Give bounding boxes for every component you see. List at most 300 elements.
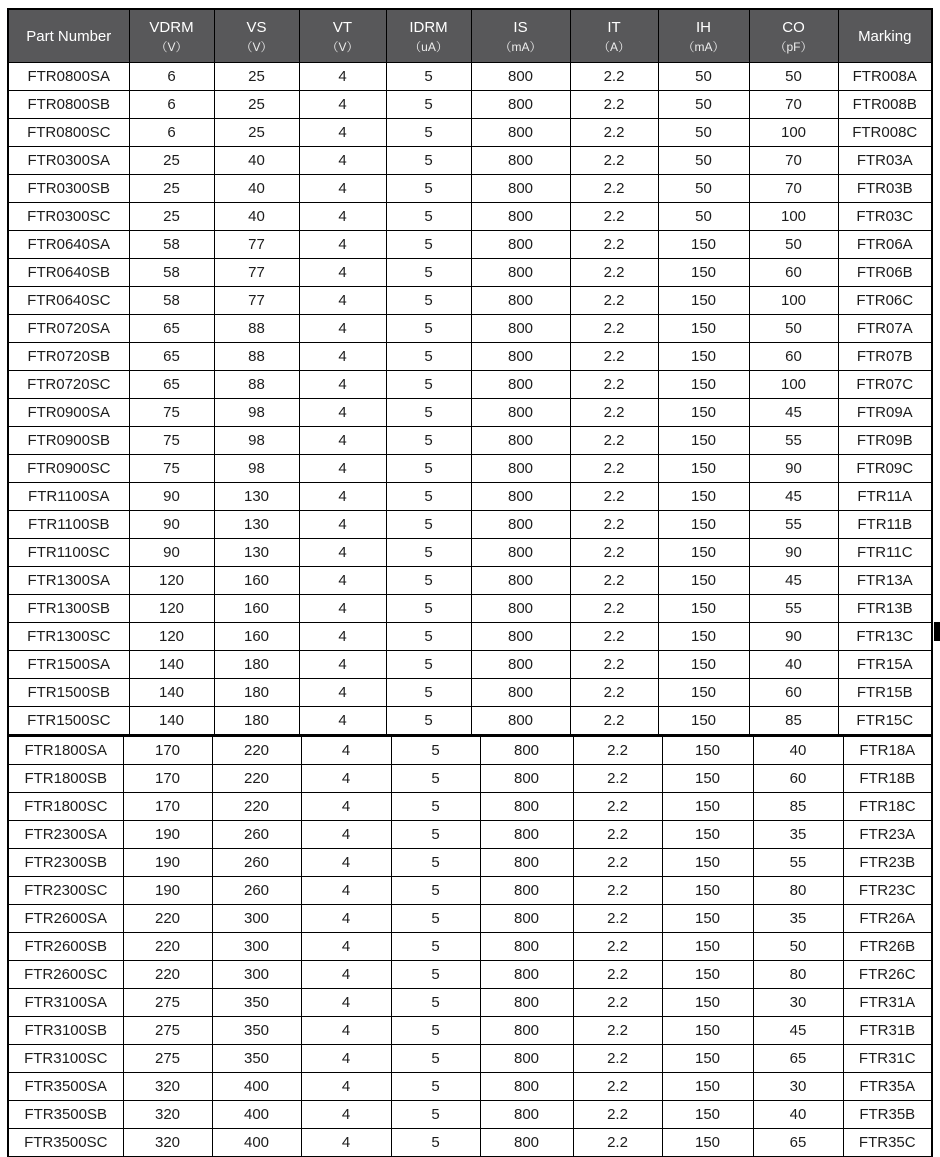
value-cell: 2.2 [573, 905, 662, 933]
table-row [8, 287, 932, 315]
value-cell: 2.2 [573, 1073, 662, 1101]
value-cell: 800 [471, 651, 570, 679]
value-cell: 130 [214, 483, 299, 511]
value-cell: 2.2 [570, 511, 658, 539]
column-unit: （V） [240, 39, 273, 54]
value-cell: 170 [123, 765, 212, 793]
value-cell: 260 [212, 877, 301, 905]
value-cell: 58 [129, 287, 214, 315]
value-cell: 150 [658, 259, 749, 287]
value-cell: 4 [299, 231, 386, 259]
value-cell: 170 [123, 793, 212, 821]
table-row [8, 623, 932, 651]
table-row [8, 315, 932, 343]
value-cell: 2.2 [570, 119, 658, 147]
value-cell: 260 [212, 821, 301, 849]
value-cell: 150 [662, 877, 753, 905]
value-cell: 2.2 [570, 679, 658, 707]
value-cell: 100 [749, 203, 838, 231]
value-cell: 88 [214, 315, 299, 343]
column-label: VDRM [149, 18, 194, 36]
value-cell: 2.2 [573, 793, 662, 821]
value-cell: 4 [301, 765, 391, 793]
value-cell: 50 [749, 315, 838, 343]
value-cell: 2.2 [570, 91, 658, 119]
value-cell: 190 [123, 821, 212, 849]
value-cell: 5 [386, 399, 471, 427]
table-row [8, 877, 932, 905]
value-cell: 5 [386, 567, 471, 595]
marking-cell: FTR31A [843, 989, 932, 1017]
value-cell: 800 [480, 736, 573, 765]
value-cell: 25 [129, 203, 214, 231]
table-row [8, 765, 932, 793]
part-number-cell: FTR3500SB [8, 1101, 123, 1129]
spec-table-sheet [7, 8, 931, 1157]
marking-cell: FTR18B [843, 765, 932, 793]
value-cell: 4 [301, 905, 391, 933]
value-cell: 5 [386, 483, 471, 511]
marking-cell: FTR31B [843, 1017, 932, 1045]
value-cell: 55 [749, 595, 838, 623]
value-cell: 50 [658, 147, 749, 175]
value-cell: 60 [753, 765, 843, 793]
value-cell: 65 [753, 1129, 843, 1157]
column-unit: （V） [326, 39, 359, 54]
part-number-cell: FTR0300SC [8, 203, 129, 231]
value-cell: 120 [129, 595, 214, 623]
marking-cell: FTR07A [838, 315, 932, 343]
value-cell: 2.2 [573, 765, 662, 793]
value-cell: 150 [658, 679, 749, 707]
value-cell: 800 [471, 343, 570, 371]
value-cell: 150 [662, 1017, 753, 1045]
value-cell: 5 [386, 203, 471, 231]
value-cell: 77 [214, 259, 299, 287]
value-cell: 2.2 [570, 455, 658, 483]
value-cell: 4 [299, 175, 386, 203]
column-label: CO [782, 18, 805, 36]
table-body-lower [8, 736, 932, 1157]
column-unit: （mA） [682, 39, 725, 54]
table-row [8, 455, 932, 483]
value-cell: 5 [386, 371, 471, 399]
value-cell: 85 [749, 707, 838, 735]
value-cell: 4 [299, 427, 386, 455]
value-cell: 4 [301, 877, 391, 905]
value-cell: 2.2 [573, 736, 662, 765]
marking-cell: FTR03B [838, 175, 932, 203]
value-cell: 150 [662, 736, 753, 765]
value-cell: 77 [214, 231, 299, 259]
part-number-cell: FTR1300SC [8, 623, 129, 651]
value-cell: 800 [480, 933, 573, 961]
value-cell: 2.2 [570, 623, 658, 651]
value-cell: 65 [129, 343, 214, 371]
table-row [8, 259, 932, 287]
table-row [8, 849, 932, 877]
value-cell: 150 [658, 315, 749, 343]
value-cell: 150 [662, 793, 753, 821]
value-cell: 800 [480, 877, 573, 905]
value-cell: 800 [480, 989, 573, 1017]
marking-cell: FTR008A [838, 63, 932, 91]
value-cell: 4 [299, 63, 386, 91]
value-cell: 800 [471, 427, 570, 455]
value-cell: 4 [299, 567, 386, 595]
value-cell: 4 [301, 736, 391, 765]
part-number-cell: FTR1500SB [8, 679, 129, 707]
value-cell: 50 [658, 175, 749, 203]
value-cell: 25 [214, 91, 299, 119]
value-cell: 4 [299, 651, 386, 679]
value-cell: 5 [391, 1045, 480, 1073]
value-cell: 4 [301, 961, 391, 989]
column-header-ih [658, 9, 749, 63]
value-cell: 2.2 [573, 1017, 662, 1045]
value-cell: 350 [212, 1017, 301, 1045]
table-row [8, 1129, 932, 1157]
value-cell: 4 [299, 399, 386, 427]
value-cell: 220 [212, 736, 301, 765]
value-cell: 5 [391, 961, 480, 989]
part-number-cell: FTR3500SA [8, 1073, 123, 1101]
value-cell: 5 [391, 793, 480, 821]
value-cell: 25 [129, 175, 214, 203]
part-number-cell: FTR1300SB [8, 595, 129, 623]
value-cell: 4 [299, 287, 386, 315]
marking-cell: FTR26C [843, 961, 932, 989]
marking-cell: FTR03C [838, 203, 932, 231]
value-cell: 50 [658, 63, 749, 91]
table-row [8, 399, 932, 427]
part-number-cell: FTR1500SC [8, 707, 129, 735]
value-cell: 6 [129, 119, 214, 147]
value-cell: 65 [753, 1045, 843, 1073]
marking-cell: FTR13A [838, 567, 932, 595]
value-cell: 4 [299, 147, 386, 175]
value-cell: 800 [480, 765, 573, 793]
value-cell: 5 [386, 427, 471, 455]
value-cell: 160 [214, 595, 299, 623]
value-cell: 5 [391, 821, 480, 849]
value-cell: 90 [749, 623, 838, 651]
value-cell: 220 [123, 933, 212, 961]
part-number-cell: FTR3500SC [8, 1129, 123, 1157]
value-cell: 5 [386, 343, 471, 371]
value-cell: 800 [471, 399, 570, 427]
value-cell: 800 [471, 595, 570, 623]
table-row [8, 651, 932, 679]
value-cell: 5 [391, 989, 480, 1017]
marking-cell: FTR31C [843, 1045, 932, 1073]
value-cell: 40 [214, 203, 299, 231]
value-cell: 40 [214, 175, 299, 203]
table-row [8, 371, 932, 399]
value-cell: 150 [658, 399, 749, 427]
table-row [8, 203, 932, 231]
value-cell: 90 [129, 511, 214, 539]
column-header-marking [838, 9, 932, 63]
value-cell: 800 [471, 679, 570, 707]
value-cell: 5 [386, 707, 471, 735]
value-cell: 260 [212, 849, 301, 877]
value-cell: 4 [299, 343, 386, 371]
value-cell: 60 [749, 343, 838, 371]
value-cell: 80 [753, 877, 843, 905]
value-cell: 2.2 [570, 651, 658, 679]
marking-cell: FTR09B [838, 427, 932, 455]
marking-cell: FTR03A [838, 147, 932, 175]
value-cell: 800 [471, 259, 570, 287]
column-label: Part Number [26, 27, 112, 45]
value-cell: 2.2 [573, 933, 662, 961]
value-cell: 90 [749, 455, 838, 483]
value-cell: 5 [386, 651, 471, 679]
value-cell: 98 [214, 399, 299, 427]
value-cell: 190 [123, 877, 212, 905]
part-number-cell: FTR1100SB [8, 511, 129, 539]
marking-cell: FTR11B [838, 511, 932, 539]
value-cell: 2.2 [570, 399, 658, 427]
spec-table-lower [7, 735, 933, 1157]
value-cell: 65 [129, 315, 214, 343]
value-cell: 4 [299, 707, 386, 735]
part-number-cell: FTR0640SA [8, 231, 129, 259]
value-cell: 170 [123, 736, 212, 765]
value-cell: 5 [386, 595, 471, 623]
value-cell: 150 [658, 623, 749, 651]
value-cell: 75 [129, 455, 214, 483]
value-cell: 150 [662, 905, 753, 933]
table-row [8, 567, 932, 595]
column-header-it [570, 9, 658, 63]
part-number-cell: FTR1300SA [8, 567, 129, 595]
value-cell: 4 [301, 1017, 391, 1045]
value-cell: 800 [480, 1017, 573, 1045]
marking-cell: FTR13C [838, 623, 932, 651]
value-cell: 2.2 [570, 343, 658, 371]
value-cell: 2.2 [570, 483, 658, 511]
table-row [8, 1045, 932, 1073]
part-number-cell: FTR0800SB [8, 91, 129, 119]
value-cell: 4 [299, 511, 386, 539]
marking-cell: FTR18A [843, 736, 932, 765]
marking-cell: FTR18C [843, 793, 932, 821]
value-cell: 70 [749, 91, 838, 119]
part-number-cell: FTR0900SA [8, 399, 129, 427]
value-cell: 180 [214, 651, 299, 679]
value-cell: 300 [212, 961, 301, 989]
value-cell: 5 [386, 539, 471, 567]
table-row [8, 1017, 932, 1045]
value-cell: 800 [480, 849, 573, 877]
value-cell: 800 [471, 63, 570, 91]
value-cell: 100 [749, 287, 838, 315]
value-cell: 4 [299, 371, 386, 399]
value-cell: 150 [658, 231, 749, 259]
value-cell: 5 [386, 455, 471, 483]
marking-cell: FTR35B [843, 1101, 932, 1129]
value-cell: 5 [391, 849, 480, 877]
marking-cell: FTR15B [838, 679, 932, 707]
value-cell: 4 [299, 259, 386, 287]
part-number-cell: FTR2300SB [8, 849, 123, 877]
value-cell: 800 [480, 1073, 573, 1101]
part-number-cell: FTR1800SA [8, 736, 123, 765]
marking-cell: FTR23C [843, 877, 932, 905]
value-cell: 5 [386, 91, 471, 119]
value-cell: 800 [480, 905, 573, 933]
value-cell: 50 [658, 91, 749, 119]
value-cell: 150 [662, 1073, 753, 1101]
value-cell: 50 [749, 63, 838, 91]
part-number-cell: FTR1100SC [8, 539, 129, 567]
table-row [8, 231, 932, 259]
value-cell: 2.2 [570, 371, 658, 399]
value-cell: 30 [753, 989, 843, 1017]
value-cell: 4 [299, 595, 386, 623]
value-cell: 58 [129, 259, 214, 287]
value-cell: 4 [301, 933, 391, 961]
marking-cell: FTR11C [838, 539, 932, 567]
column-label: Marking [858, 27, 912, 45]
part-number-cell: FTR1800SC [8, 793, 123, 821]
value-cell: 2.2 [573, 989, 662, 1017]
value-cell: 180 [214, 679, 299, 707]
value-cell: 50 [753, 933, 843, 961]
part-number-cell: FTR0800SC [8, 119, 129, 147]
part-number-cell: FTR0800SA [8, 63, 129, 91]
value-cell: 800 [471, 119, 570, 147]
column-header-part-number [8, 9, 129, 63]
value-cell: 77 [214, 287, 299, 315]
value-cell: 55 [749, 511, 838, 539]
column-unit: （pF） [774, 39, 813, 54]
value-cell: 2.2 [570, 259, 658, 287]
value-cell: 4 [301, 793, 391, 821]
value-cell: 2.2 [573, 849, 662, 877]
table-row [8, 933, 932, 961]
value-cell: 140 [129, 707, 214, 735]
marking-cell: FTR26B [843, 933, 932, 961]
value-cell: 50 [749, 231, 838, 259]
value-cell: 4 [299, 455, 386, 483]
column-label: IDRM [409, 18, 448, 36]
value-cell: 2.2 [570, 567, 658, 595]
part-number-cell: FTR3100SC [8, 1045, 123, 1073]
part-number-cell: FTR0720SC [8, 371, 129, 399]
table-row [8, 91, 932, 119]
value-cell: 150 [662, 989, 753, 1017]
value-cell: 150 [658, 511, 749, 539]
marking-cell: FTR06A [838, 231, 932, 259]
value-cell: 5 [391, 1129, 480, 1157]
value-cell: 150 [658, 287, 749, 315]
value-cell: 800 [471, 147, 570, 175]
part-number-cell: FTR1800SB [8, 765, 123, 793]
column-header-vt [299, 9, 386, 63]
value-cell: 300 [212, 905, 301, 933]
value-cell: 800 [471, 231, 570, 259]
value-cell: 25 [214, 119, 299, 147]
value-cell: 120 [129, 567, 214, 595]
value-cell: 5 [386, 231, 471, 259]
value-cell: 2.2 [570, 287, 658, 315]
value-cell: 150 [658, 567, 749, 595]
value-cell: 4 [299, 623, 386, 651]
column-header-co [749, 9, 838, 63]
value-cell: 35 [753, 821, 843, 849]
value-cell: 4 [301, 1101, 391, 1129]
column-unit: （uA） [409, 39, 448, 54]
column-label: VS [246, 18, 267, 36]
marking-cell: FTR11A [838, 483, 932, 511]
marking-cell: FTR35A [843, 1073, 932, 1101]
table-row [8, 707, 932, 735]
value-cell: 30 [753, 1073, 843, 1101]
value-cell: 150 [658, 427, 749, 455]
value-cell: 120 [129, 623, 214, 651]
marking-cell: FTR35C [843, 1129, 932, 1157]
value-cell: 150 [658, 343, 749, 371]
value-cell: 150 [658, 539, 749, 567]
part-number-cell: FTR0900SB [8, 427, 129, 455]
marking-cell: FTR09C [838, 455, 932, 483]
value-cell: 4 [299, 539, 386, 567]
value-cell: 2.2 [573, 961, 662, 989]
value-cell: 2.2 [570, 595, 658, 623]
value-cell: 800 [480, 1129, 573, 1157]
value-cell: 130 [214, 511, 299, 539]
value-cell: 50 [658, 119, 749, 147]
value-cell: 88 [214, 371, 299, 399]
table-row [8, 1101, 932, 1129]
value-cell: 4 [299, 483, 386, 511]
value-cell: 150 [662, 933, 753, 961]
value-cell: 150 [662, 961, 753, 989]
part-number-cell: FTR0640SB [8, 259, 129, 287]
part-number-cell: FTR0900SC [8, 455, 129, 483]
value-cell: 5 [386, 287, 471, 315]
value-cell: 5 [391, 1017, 480, 1045]
part-number-cell: FTR3100SA [8, 989, 123, 1017]
part-number-cell: FTR0300SA [8, 147, 129, 175]
value-cell: 4 [299, 203, 386, 231]
value-cell: 275 [123, 989, 212, 1017]
value-cell: 100 [749, 119, 838, 147]
value-cell: 275 [123, 1017, 212, 1045]
value-cell: 5 [386, 63, 471, 91]
table-row [8, 905, 932, 933]
value-cell: 220 [212, 765, 301, 793]
value-cell: 60 [749, 259, 838, 287]
value-cell: 85 [753, 793, 843, 821]
marking-cell: FTR07C [838, 371, 932, 399]
value-cell: 140 [129, 651, 214, 679]
part-number-cell: FTR0720SB [8, 343, 129, 371]
value-cell: 800 [471, 483, 570, 511]
value-cell: 800 [480, 1101, 573, 1129]
value-cell: 5 [386, 147, 471, 175]
marking-cell: FTR23A [843, 821, 932, 849]
table-row [8, 119, 932, 147]
value-cell: 40 [753, 736, 843, 765]
value-cell: 150 [658, 483, 749, 511]
value-cell: 2.2 [570, 231, 658, 259]
column-label: IS [513, 18, 528, 36]
table-row [8, 539, 932, 567]
